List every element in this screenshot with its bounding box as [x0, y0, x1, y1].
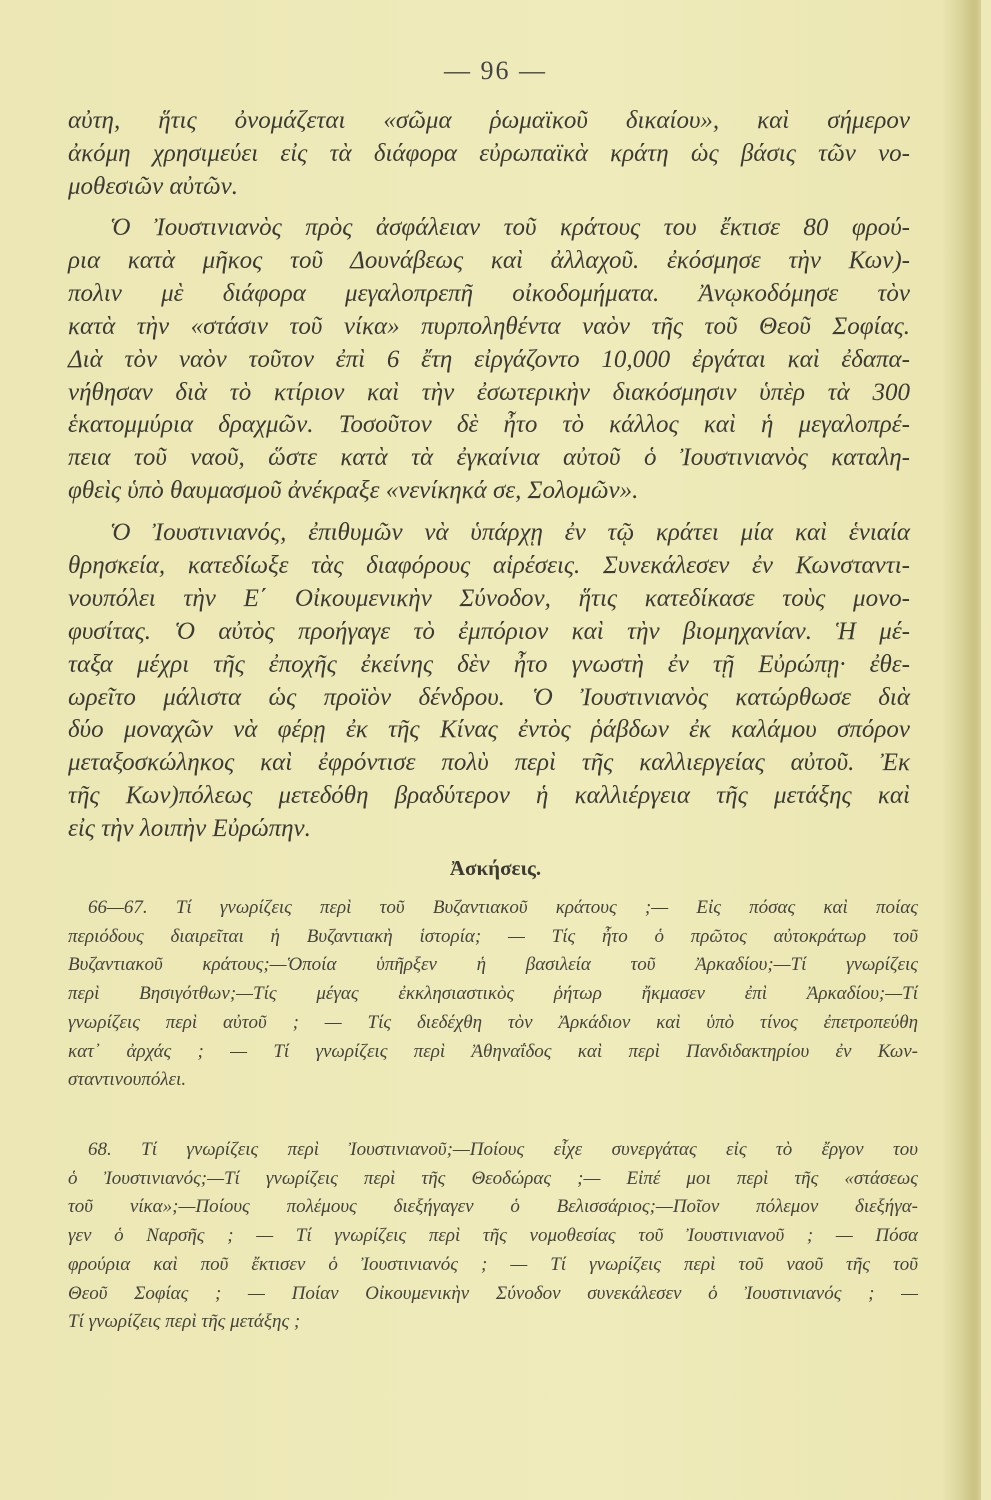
exercise-line: γνωρίζεις περὶ αὐτοῦ ; — Τίς διεδέχθη τὸν Ἀρκάδιον καὶ ὑπὸ τίνος ἐπετροπεύθη	[68, 1011, 918, 1033]
text-line: πολιν μὲ διάφορα μεγαλοπρεπῆ οἰκοδομήματα. Ἀνῳκοδόμησε τὸν	[68, 279, 910, 307]
exercise-line: περὶ Βησιγότθων;—Τίς μέγας ἐκκλησιαστικὸς ῥήτωρ ἤκμασεν ἐπὶ Ἀρκαδίου;—Τί	[68, 983, 918, 1005]
text-line: ταξα μέχρι τῆς ἐποχῆς ἐκείνης δὲν ἦτο γνωστὴ ἐν τῇ Εὐρώπῃ· ἐθε-	[68, 650, 910, 678]
text-line: φυσίτας. Ὁ αὐτὸς προήγαγε τὸ ἐμπόριον καὶ τὴν βιομηχανίαν. Ἡ μέ-	[68, 617, 910, 645]
text-line: εἰς τὴν λοιπὴν Εὐρώπην.	[68, 815, 311, 843]
text-line: ἑκατομμύρια δραχμῶν. Τοσοῦτον δὲ ἦτο τὸ κάλλος καὶ ἡ μεγαλοπρέ-	[68, 411, 910, 439]
exercises-heading: Ἀσκήσεις.	[449, 856, 542, 880]
exercise-line: σταντινουπόλει.	[68, 1069, 187, 1091]
text-line: νουπόλει τὴν Ε΄ Οἰκουμενικὴν Σύνοδον, ἥτις κατεδίκασε τοὺς μονο-	[68, 584, 910, 612]
exercise-line: φρούρια καὶ ποῦ ἔκτισεν ὁ Ἰουστινιανός ; — Τί γνωρίζεις περὶ τοῦ ναοῦ τῆς τοῦ	[68, 1253, 918, 1275]
exercise-line: 68. Τί γνωρίζεις περὶ Ἰουστινιανοῦ;—Ποίους εἶχε συνεργάτας εἰς τὸ ἔργον του	[88, 1139, 918, 1160]
page-number: — 96 —	[444, 56, 547, 85]
text-line: Ὁ Ἰουστινιανὸς πρὸς ἀσφάλειαν τοῦ κράτους του ἔκτισε 80 φρού-	[110, 214, 910, 241]
text-line: αὐτη, ἥτις ὀνομάζεται «σῶμα ῥωμαϊκοῦ δικαίου», καὶ σήμερον	[68, 107, 910, 134]
exercise-line: τοῦ νίκα»;—Ποίους πολέμους διεξήγαγεν ὁ Βελισσάριος;—Ποῖον πόλεμον διεξήγα-	[68, 1196, 918, 1218]
exercise-line: Βυζαντιακοῦ κράτους;—Ὁποία ὑπῆρξεν ἡ βασιλεία τοῦ Ἀρκαδίου;—Τί γνωρίζεις	[68, 954, 918, 976]
exercise-line: 66—67. Τί γνωρίζεις περὶ τοῦ Βυζαντιακοῦ κράτους ;— Εἰς πόσας καὶ ποίας	[88, 897, 918, 918]
exercise-line: κατ᾿ ἀρχάς ; — Τί γνωρίζεις περὶ Ἀθηναΐδος καὶ περὶ Πανδιδακτηρίου ἐν Κων-	[68, 1040, 918, 1062]
text-line: τῆς Κων)πόλεως μετεδόθη βραδύτερον ἡ καλλιέργεια τῆς μετάξης καὶ	[68, 782, 910, 810]
text-line: πεια τοῦ ναοῦ, ὥστε κατὰ τὰ ἐγκαίνια αὐτοῦ ὁ Ἰουστινιανὸς καταλη-	[68, 444, 910, 472]
text-line: ωρεῖτο μάλιστα ὡς προϊὸν δένδρου. Ὁ Ἰουστινιανὸς κατώρθωσε διὰ	[68, 683, 910, 711]
text-line: ρια κατὰ μῆκος τοῦ Δουνάβεως καὶ ἀλλαχοῦ. ἐκόσμησε τὴν Κων)-	[68, 246, 910, 274]
text-line: μεταξοσκώληκος καὶ ἐφρόντισε πολὺ περὶ τῆς καλλιεργείας αὐτοῦ. Ἐκ	[68, 749, 910, 777]
text-line: ἀκόμη χρησιμεύει εἰς τὰ διάφορα εὐρωπαϊκὰ κράτη ὡς βάσις τῶν νο-	[68, 139, 910, 167]
text-line: Διὰ τὸν ναὸν τοῦτον ἐπὶ 6 ἔτη εἰργάζοντο 10,000 ἐργάται καὶ ἐδαπα-	[68, 345, 910, 373]
text-line: μοθεσιῶν αὐτῶν.	[68, 172, 238, 200]
exercise-line: ὁ Ἰουστινιανός;—Τί γνωρίζεις περὶ τῆς Θεοδώρας ;— Εἰπέ μοι περὶ τῆς «στάσεως	[68, 1167, 918, 1189]
exercise-line: περιόδους διαιρεῖται ἡ Βυζαντιακὴ ἱστορία; — Τίς ἦτο ὁ πρῶτος αὐτοκράτωρ τοῦ	[68, 925, 918, 947]
exercise-line: Τί γνωρίζεις περὶ τῆς μετάξης ;	[68, 1311, 301, 1333]
text-line: Ὁ Ἰουστινιανός, ἐπιθυμῶν νὰ ὑπάρχῃ ἐν τῷ κράτει μία καὶ ἑνιαία	[110, 519, 910, 546]
text-line: θρησκεία, κατεδίωξε τὰς διαφόρους αἱρέσεις. Συνεκάλεσεν ἐν Κωνσταντι-	[68, 551, 910, 579]
page-binding-edge	[975, 0, 981, 1500]
text-line: φθεὶς ὑπὸ θαυμασμοῦ ἀνέκραξε «νενίκηκά σε, Σολομῶν».	[68, 477, 639, 505]
exercise-line: γεν ὁ Ναρσῆς ; — Τί γνωρίζεις περὶ τῆς νομοθεσίας τοῦ Ἰουστινιανοῦ ; — Πόσα	[68, 1225, 918, 1247]
text-line: νήθησαν διὰ τὸ κτίριον καὶ τὴν ἐσωτερικὴν διακόσμησιν ὑπὲρ τὰ 300	[68, 378, 910, 406]
exercise-line: Θεοῦ Σοφίας ; — Ποίαν Οἰκουμενικὴν Σύνοδον συνεκάλεσεν ὁ Ἰουστινιανός ; —	[68, 1282, 918, 1304]
text-line: κατὰ τὴν «στάσιν τοῦ νίκα» πυρποληθέντα ναὸν τῆς τοῦ Θεοῦ Σοφίας.	[68, 312, 910, 340]
text-line: δύο μοναχῶν νὰ φέρῃ ἐκ τῆς Κίνας ἐντὸς ῥάβδων ἐκ καλάμου σπόρον	[68, 716, 910, 744]
